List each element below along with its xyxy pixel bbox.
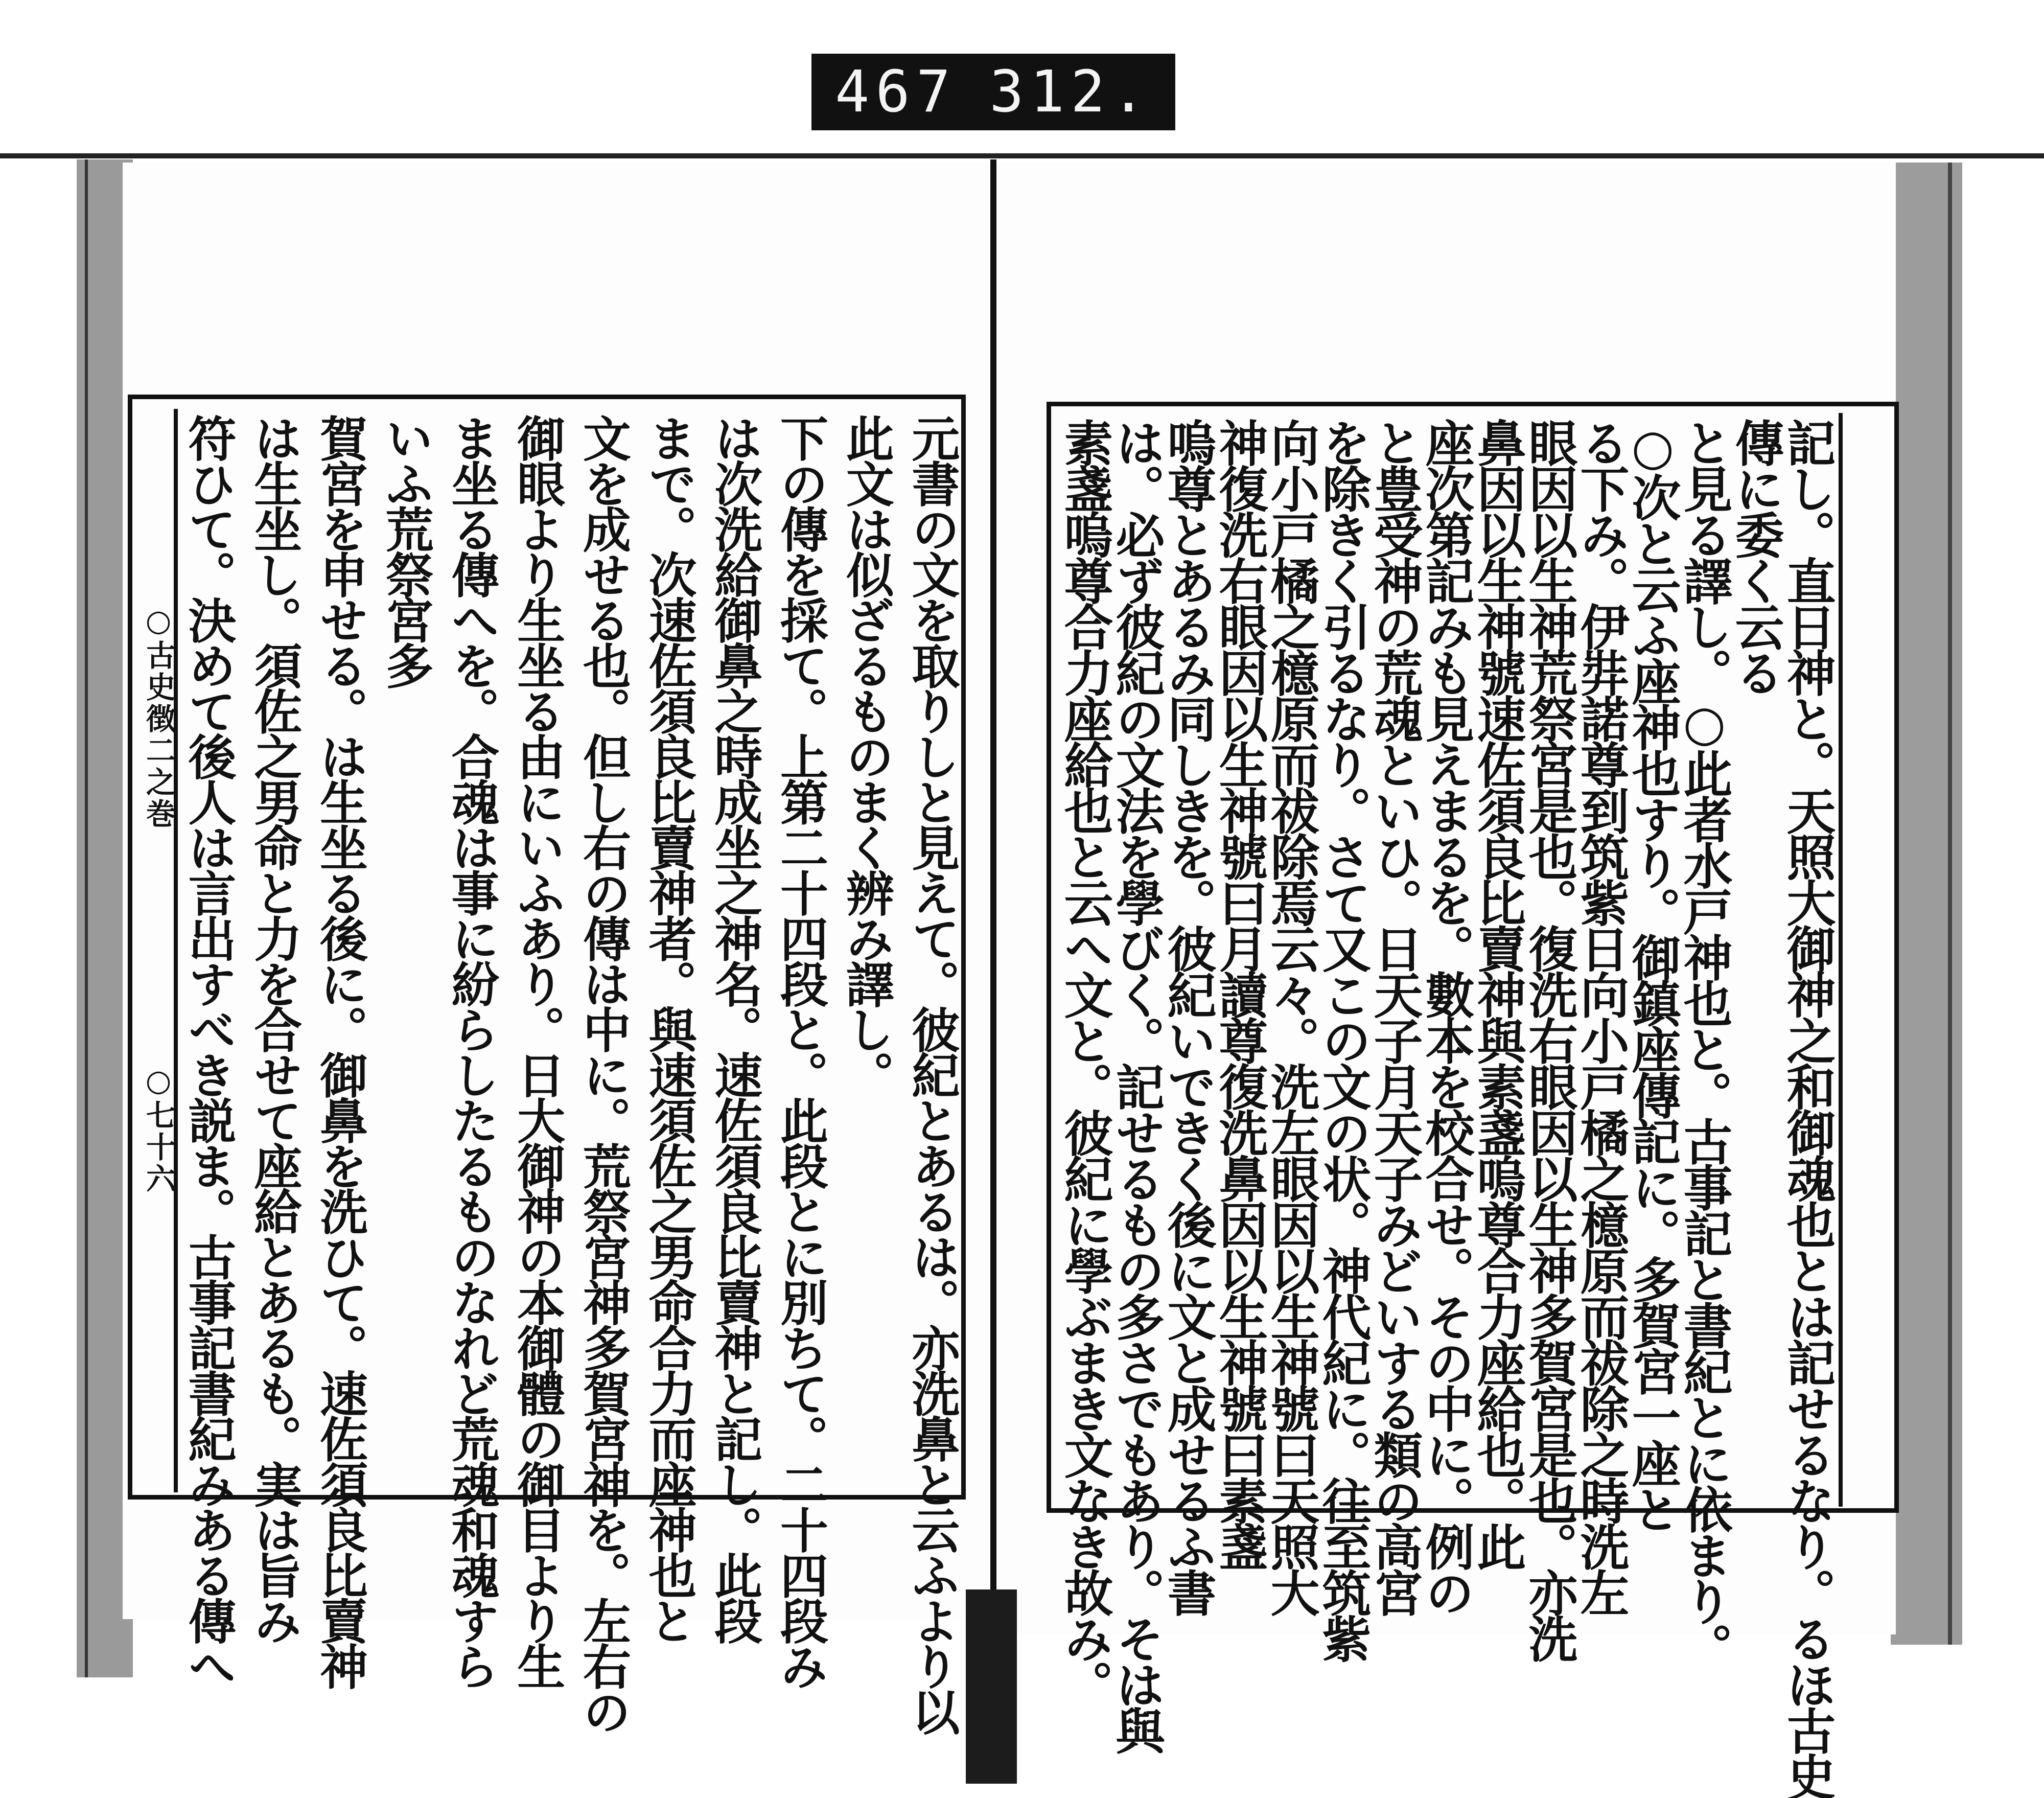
text-column: 下の傳を採て。上第二十四段と。此段とに別ちて。二十四段み	[772, 414, 828, 1688]
text-column: いふ荒祭宮多	[377, 414, 434, 687]
right-margin-rule	[1839, 413, 1843, 1507]
text-column: 文を成せる也。但し右の傳は中に。荒祭宮神多賀宮神を。左右の	[574, 414, 631, 1733]
text-column: る下み。伊弉諾尊到筑紫日向小戸橘之檍原而祓除之時洗左	[1572, 418, 1630, 1614]
page-number: ○七十六	[141, 1063, 176, 1195]
text-column: 賀宮を申せる。は生坐る後に。御鼻を洗ひて。速佐須良比賣神	[311, 414, 368, 1688]
text-column: は生坐し。須佐之男命と力を合せて座給とあるも。実は旨み	[245, 414, 302, 1642]
text-column: 座次第記みも見えまるを。數本を校合せ。その中に。例の	[1418, 418, 1475, 1614]
text-column: は。必ず彼紀の文法を學びく。記せるもの多さでもあり。そは與	[1108, 418, 1166, 1752]
text-column: 記し。直日神と。天照大御神之和御魂也とは記せるなり。るほ古史	[1779, 418, 1837, 1798]
text-column: は次洗給御鼻之時成坐之神名。速佐須良比賣神と記し。此段	[706, 414, 762, 1642]
text-column: と見る譯し。○此者水戸神也と。古事記と書紀とに依まり。	[1676, 418, 1733, 1669]
text-column: 符ひて。決めて後人は言出すべき説ま。古事記書紀みある傳へ	[180, 414, 236, 1688]
call-number-label	[811, 54, 1175, 130]
text-column: 鼻因以生神號速佐須良比賣神與素盞嗚尊合力座給也。此	[1469, 418, 1527, 1568]
spine-gutter	[990, 159, 996, 1621]
text-column: ○次と云ふ座神也すり。御鎮座傳記に。多賀宮一座と	[1624, 418, 1682, 1531]
text-column: 元書の文を取りしと見えて。彼紀とあるは。亦洗鼻と云ふより以	[903, 414, 960, 1733]
call-number-right: 312.	[989, 59, 1152, 125]
text-column: を除きく引るなり。さて又この文の状。神代紀に。往至筑紫	[1314, 418, 1372, 1660]
text-column: まで。次速佐須良比賣神者。與速須佐之男命合力而座神也と	[640, 414, 697, 1642]
left-page-text	[180, 414, 960, 1733]
text-column: 此文は似ざるものまく辨み譯し。	[838, 414, 894, 1096]
text-column: と豊受神の荒魂といひ。日天子月天子みどいする類の高宮	[1366, 418, 1424, 1614]
text-column: 素盞嗚尊合力座給也と云へ文と。彼紀に學ぶまき文なき故み。	[1056, 418, 1114, 1706]
text-column: 眼因以生神荒祭宮是也。復洗右眼因以生神多賀宮是也。亦洗	[1521, 418, 1578, 1660]
text-column: ま坐る傳へを。合魂は事に紛らしたるものなれど荒魂和魂すら	[443, 414, 499, 1688]
call-number-left: 467	[835, 59, 957, 125]
text-column: 嗚尊とあるみ同しきを。彼紀いできく後に文と成せるふ書	[1159, 418, 1217, 1614]
running-title: ○古史徴二之巻	[141, 603, 176, 830]
text-column: 御眼より生坐る由にいふあり。日大御神の本御體の御目より生	[508, 414, 565, 1688]
text-column: 向小戸橘之檍原而祓除焉云々。洗左眼因以生神號曰天照大	[1263, 418, 1320, 1614]
book-edge-right	[1891, 163, 1962, 1645]
gutter-shadow	[966, 1589, 1017, 1784]
text-column: 傳に委く云る	[1727, 418, 1785, 694]
text-column: 神復洗右眼因以生神號曰月讀尊復洗鼻因以生神號曰素盞	[1211, 418, 1269, 1568]
right-page-text	[1056, 418, 1837, 1798]
top-rule	[0, 153, 2044, 158]
